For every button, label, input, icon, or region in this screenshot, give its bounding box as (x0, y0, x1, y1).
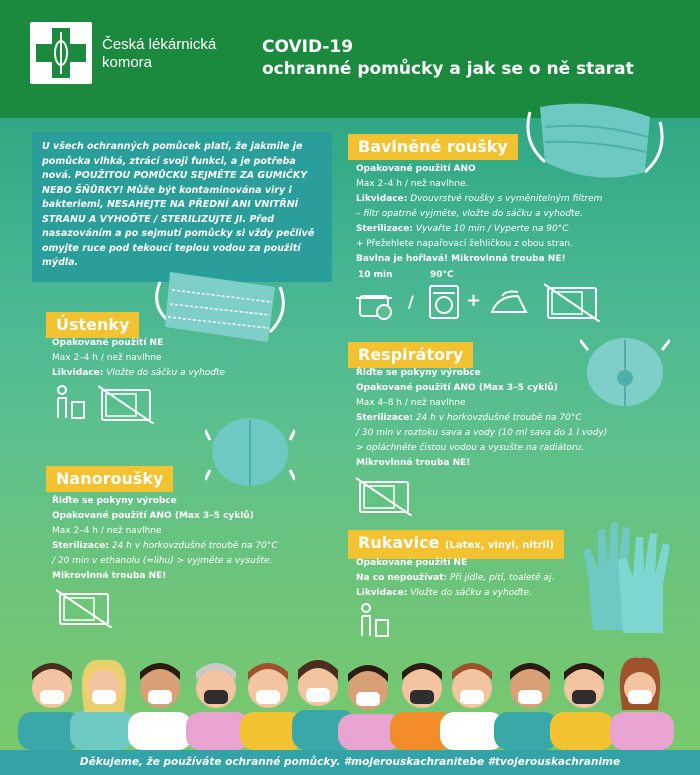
trash-icon (52, 384, 86, 420)
no-microwave-icon (544, 282, 600, 322)
person-2 (70, 660, 134, 750)
resp-steril-3: > opláchněte čistou vodou a vysušte na radiátoru. (356, 443, 585, 453)
resp-reuse: Opakované použití ANO (Max 3–5 cyklů) (356, 383, 558, 393)
plus-separator: + (466, 290, 482, 311)
cloth-steril-2: + Přežehlete napařovací žehličkou z obou stran. (356, 239, 573, 249)
cloth-warning: Bavlna je hořlavá! Mikrovlnná trouba NE! (356, 254, 566, 264)
gloves-disposal-label: Likvidace: (356, 588, 408, 598)
title-line-1: COVID-19 (262, 37, 354, 57)
nano-masks-info (52, 494, 342, 584)
boil-time-label: 10 min (358, 270, 393, 280)
footer-banner: Děkujeme, že používáte ochranné pomůcky. #mojerouskachranitebe #tvojerouskachranime (0, 750, 700, 775)
cloth-reuse: Opakované použití ANO (356, 164, 476, 174)
surgical-masks-info (52, 336, 302, 381)
nano-follow: Řiďte se pokyny výrobce (52, 496, 177, 506)
nano-steril-1: 24 h v horkovzdušné troubě na 70°C (111, 541, 278, 551)
pharmacy-cross-logo (30, 22, 92, 84)
no-microwave-icon (56, 588, 112, 628)
people-wearing-masks-illustration (0, 650, 700, 750)
nano-masks-heading: Nanoroušky (46, 466, 173, 492)
surgical-max: Max 2–4 h / než navlhne (52, 353, 162, 363)
resp-steril-2: / 30 min v roztoku sava a vody (10 ml sava do 1 l vody) (356, 428, 608, 438)
nano-steril-2: / 20 min v ethanolu (≈lihu) > vyjměte a vysušte. (52, 556, 273, 566)
nano-reuse: Opakované použití ANO (Max 3–5 cyklů) (52, 511, 254, 521)
no-microwave-icon (98, 384, 154, 424)
person-10 (494, 663, 558, 750)
pot-icon (356, 284, 396, 322)
cloth-disposal-2: – filtr opatrně vyjměte, vložte do sáčku a vyhoďte. (356, 209, 583, 219)
nano-max: Max 2–4 h / než navlhne (52, 526, 162, 536)
trash-icon (356, 602, 390, 638)
respirators-info (356, 366, 686, 471)
gloves-info (356, 556, 596, 601)
surgical-disposal: Vložte do sáčku a vyhoďte (106, 368, 226, 378)
org-name: Česká lékárnická komora (102, 36, 217, 71)
gloves-title: Rukavice (358, 533, 440, 552)
nano-steril-label: Sterilizace: (52, 541, 109, 551)
gloves-heading (348, 530, 564, 559)
resp-max: Max 4–8 h / než navlhne (356, 398, 466, 408)
washing-machine-icon (428, 284, 460, 320)
gloves-notuse-label: Na co nepoužívat: (356, 573, 448, 583)
cloth-masks-info (356, 162, 686, 267)
gloves-reuse: Opakované použití NE (356, 558, 468, 568)
surgical-disposal-label: Likvidace: (52, 368, 104, 378)
resp-steril-label: Sterilizace: (356, 413, 413, 423)
cloth-steril-1: Vyvařte 10 min / Vyperte na 90°C (415, 224, 569, 234)
title-line-2: ochranné pomůcky a jak se o ně starat (262, 59, 634, 79)
resp-micro: Mikrovlnná trouba NE! (356, 458, 471, 468)
person-11 (550, 663, 614, 750)
intro-box: U všech ochranných pomůcek platí, že jakmile je pomůcka vlhká, ztrácí svoji funkci, a je potřeba nová. POUŽITOU POMŮCKU SEJMĚTE ZA GUMIČKY NEBO ŠŇŮRKY! Může být kontaminována viry i bakteriemi, NESAHEJTE NA PŘEDNÍ ANI VNITŘNÍ STRANU A VYHOĎTE / STERILIZUJTE JI. Před nasazováním a po sejmutí pomůcky si vždy pečlivě omyjte ruce pod tekoucí teplou vodou za použití mýdla. (32, 132, 332, 282)
slash-separator: / (408, 292, 414, 311)
resp-follow: Řiďte se pokyny výrobce (356, 368, 481, 378)
nano-mask-illustration (205, 410, 295, 490)
person-3 (128, 663, 192, 750)
gloves-subtitle: (Latex, vinyl, nitril) (444, 540, 554, 551)
no-microwave-icon (356, 476, 412, 516)
cloth-disposal-1: Dvouvrstvé roušky s vyměnitelným filtrem (410, 194, 603, 204)
cloth-disposal-label: Likvidace: (356, 194, 408, 204)
gloves-disposal: Vložte do sáčku a vyhoďte. (410, 588, 532, 598)
gloves-notuse: Při jídle, pití, toaletě aj. (449, 573, 555, 583)
steam-iron-icon (488, 288, 530, 318)
cloth-steril-label: Sterilizace: (356, 224, 413, 234)
resp-steril-1: 24 h v horkovzdušné troubě na 70°C (415, 413, 582, 423)
respirators-heading: Respirátory (348, 342, 473, 368)
cloth-masks-heading: Bavlněné roušky (348, 134, 518, 160)
cloth-max: Max 2–4 h / než navlhne. (356, 179, 469, 189)
person-12 (610, 658, 674, 750)
wash-temp-label: 90°C (430, 270, 454, 280)
surgical-masks-heading: Ústenky (46, 312, 139, 338)
page-title (262, 36, 682, 80)
nano-micro: Mikrovlnná trouba NE! (52, 571, 167, 581)
surgical-reuse: Opakované použití NE (52, 338, 164, 348)
